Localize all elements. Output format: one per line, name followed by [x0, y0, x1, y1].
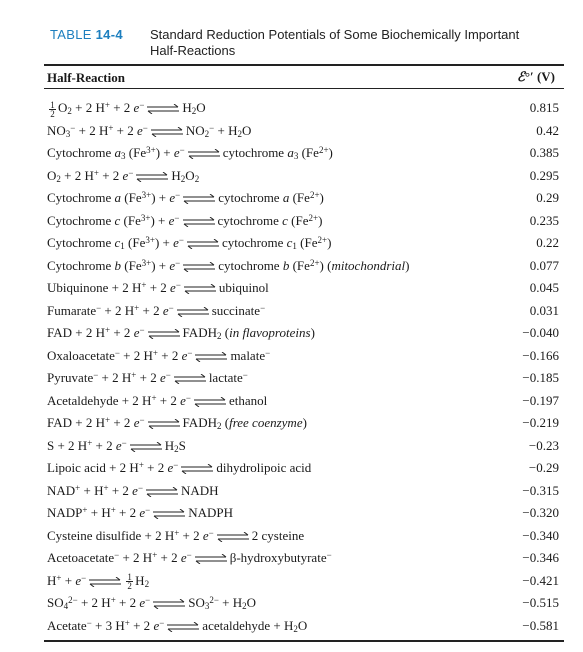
potential-value-cell: −0.346 — [522, 550, 559, 565]
table-row — [44, 412, 564, 435]
potential-value-cell: −0.040 — [522, 325, 559, 340]
table-row — [44, 232, 564, 255]
equilibrium-arrow-icon — [176, 307, 210, 317]
equilibrium-arrow-icon — [173, 374, 207, 384]
equilibrium-arrow-icon — [129, 442, 163, 452]
equilibrium-arrow-icon — [182, 194, 216, 204]
potential-value-cell: −0.219 — [522, 415, 559, 430]
half-reaction-cell: Cytochrome $c_1$ $(Fe^{3+}) + e^-$ cytochrome $c_1$ $(Fe^{2+})$ — [47, 235, 332, 251]
table-row — [44, 300, 564, 323]
potential-value-cell: 0.077 — [529, 257, 559, 273]
equilibrium-arrow-icon — [193, 397, 227, 407]
potential-value-cell: −0.340 — [522, 527, 559, 543]
half-reaction-cell: Cysteine disulfide + 2 H+ + 2 e− 2 cysteine — [47, 527, 305, 543]
potential-value-cell: 0.42 — [536, 122, 559, 138]
potential-value-cell: 0.385 — [529, 145, 559, 160]
half-reaction-cell: Fumarate− + 2 H+ + 2 e− succinate− — [47, 302, 266, 318]
table-row — [44, 187, 564, 210]
half-reaction-cell: Cytochrome a $(Fe^{3+}) + e^-$ cytochrome a $(Fe^{2+})$ — [47, 190, 324, 205]
equilibrium-arrow-icon — [152, 599, 186, 609]
half-reaction-cell: FAD + 2 H+ + 2 e− $FADH_2$ (free coenzyme) — [47, 415, 307, 431]
header-rule — [44, 88, 564, 89]
half-reaction-cell: $SO_4^{2-} + 2$ H+ + 2 e− $SO_3^{2-} + H_2O$ — [47, 595, 257, 611]
half-reaction-cell: Cytochrome b $(Fe^{3+}) + e^-$ cytochrome b $(Fe^{2+})$ (mitochondrial) — [47, 257, 410, 273]
half-reaction-cell: Acetate− + 3 H+ + 2 e− acetaldehyde + $H_2O$ — [47, 617, 308, 634]
table-row — [44, 277, 564, 300]
half-reaction-cell: Acetoacetate− + 2 H+ + 2 e− β-hydroxybutyrate− — [47, 550, 332, 565]
equilibrium-arrow-icon — [166, 622, 200, 632]
table-row — [44, 142, 564, 165]
table-title: Standard Reduction Potentials of Some Biochemically Important Half-Reactions — [150, 27, 520, 58]
equilibrium-arrow-icon — [145, 487, 179, 497]
half-reaction-cell: Acetaldehyde + 2 H+ + 2 e− ethanol — [47, 392, 268, 408]
script-e-symbol: ℰ — [516, 70, 525, 85]
equilibrium-arrow-icon — [88, 577, 122, 587]
equilibrium-arrow-icon — [183, 284, 217, 294]
table-row — [44, 570, 564, 593]
table-row — [44, 210, 564, 233]
bottom-rule — [44, 640, 564, 642]
table-row — [44, 435, 564, 458]
half-reaction-cell: NADP+ + H+ + 2 e− NADPH — [47, 505, 234, 520]
potential-value-cell: 0.031 — [529, 302, 559, 318]
equilibrium-arrow-icon — [146, 104, 180, 114]
table-row — [44, 480, 564, 503]
equilibrium-arrow-icon — [186, 239, 220, 249]
potential-value-cell: −0.421 — [522, 572, 559, 588]
table-row — [44, 322, 564, 345]
table-row — [44, 255, 564, 278]
half-reaction-cell: Cytochrome c $(Fe^{3+}) + e^-$ cytochrome c $(Fe^{2+})$ — [47, 212, 323, 228]
table-row — [44, 502, 564, 525]
potential-value-cell: −0.166 — [522, 347, 559, 363]
half-reaction-cell: $NO_3^- + 2$ H+ + 2 e− $NO_2^- + H_2O$ — [47, 122, 252, 139]
potential-value-cell: 0.045 — [529, 280, 559, 295]
potential-value-cell: −0.581 — [522, 617, 559, 633]
equilibrium-arrow-icon — [182, 217, 216, 227]
table-row — [44, 345, 564, 368]
table-row — [44, 525, 564, 548]
potential-value-cell: 0.235 — [529, 212, 559, 228]
potential-value-cell: −0.185 — [522, 370, 559, 385]
equilibrium-arrow-icon — [150, 127, 184, 137]
column-header-half-reaction: Half-Reaction — [47, 70, 125, 85]
table-label — [50, 27, 123, 43]
potential-value-cell: −0.23 — [528, 437, 559, 453]
top-rule — [44, 64, 564, 66]
half-reaction-cell: Oxaloacetate− + 2 H+ + 2 e− malate− — [47, 347, 271, 363]
table-row — [44, 547, 564, 570]
table-row — [44, 97, 564, 120]
equilibrium-arrow-icon — [135, 172, 169, 182]
potential-value-cell: 0.295 — [529, 167, 559, 183]
equilibrium-arrow-icon — [187, 149, 221, 159]
table-body — [44, 97, 564, 637]
table-label-word: TABLE — [50, 27, 92, 42]
equilibrium-arrow-icon — [182, 262, 216, 272]
equilibrium-arrow-icon — [194, 352, 228, 362]
equilibrium-arrow-icon — [152, 509, 186, 519]
potential-value-cell: 0.815 — [529, 100, 559, 115]
equilibrium-arrow-icon — [194, 554, 228, 564]
half-reaction-cell: H+ + e− $\frac{1}{2}$ $H_2$ — [47, 572, 150, 592]
potential-value-cell: −0.515 — [522, 595, 559, 610]
potential-value-cell: −0.29 — [528, 460, 559, 475]
equilibrium-arrow-icon — [147, 419, 181, 429]
half-reaction-cell: Pyruvate− + 2 H+ + 2 e− lactate− — [47, 370, 248, 385]
potential-value-cell: 0.29 — [536, 190, 559, 205]
equilibrium-arrow-icon — [216, 532, 250, 542]
half-reaction-cell: $\frac{1}{2}$ $O_2 + 2$ H+ + 2 e− $H_2O$ — [50, 99, 206, 119]
table-number: 14-4 — [95, 27, 123, 42]
potential-value-cell: 0.22 — [536, 235, 559, 250]
half-reaction-cell: Cytochrome $a_3$ $(Fe^{3+}) + e^-$ cytochrome $a_3$ $(Fe^{2+})$ — [47, 145, 333, 161]
table-row — [44, 615, 564, 638]
half-reaction-cell: Ubiquinone + 2 H+ + 2 e− ubiquinol — [47, 280, 269, 295]
half-reaction-cell: $O_2 + 2$ H+ + 2 e− $H_2O_2$ — [47, 167, 200, 184]
table-row — [44, 390, 564, 413]
table-row — [44, 120, 564, 143]
half-reaction-cell: Lipoic acid + 2 H+ + 2 e− dihydrolipoic acid — [47, 460, 312, 475]
potential-value-cell: −0.320 — [522, 505, 559, 520]
table-row — [44, 367, 564, 390]
table-row — [44, 457, 564, 480]
potential-unit-label: °′ (V) — [524, 69, 555, 84]
equilibrium-arrow-icon — [180, 464, 214, 474]
column-header-potential — [517, 69, 555, 85]
half-reaction-cell: S + 2 H+ + 2 e− $H_2S$ — [47, 437, 186, 454]
potential-value-cell: −0.197 — [522, 392, 559, 408]
potential-value-cell: −0.315 — [522, 482, 559, 498]
table-row — [44, 592, 564, 615]
half-reaction-cell: NAD+ + H+ + 2 e− NADH — [47, 482, 219, 498]
half-reaction-cell: FAD + 2 H+ + 2 e− $FADH_2$ (in flavoproteins) — [47, 325, 315, 341]
equilibrium-arrow-icon — [147, 329, 181, 339]
table-row — [44, 165, 564, 188]
